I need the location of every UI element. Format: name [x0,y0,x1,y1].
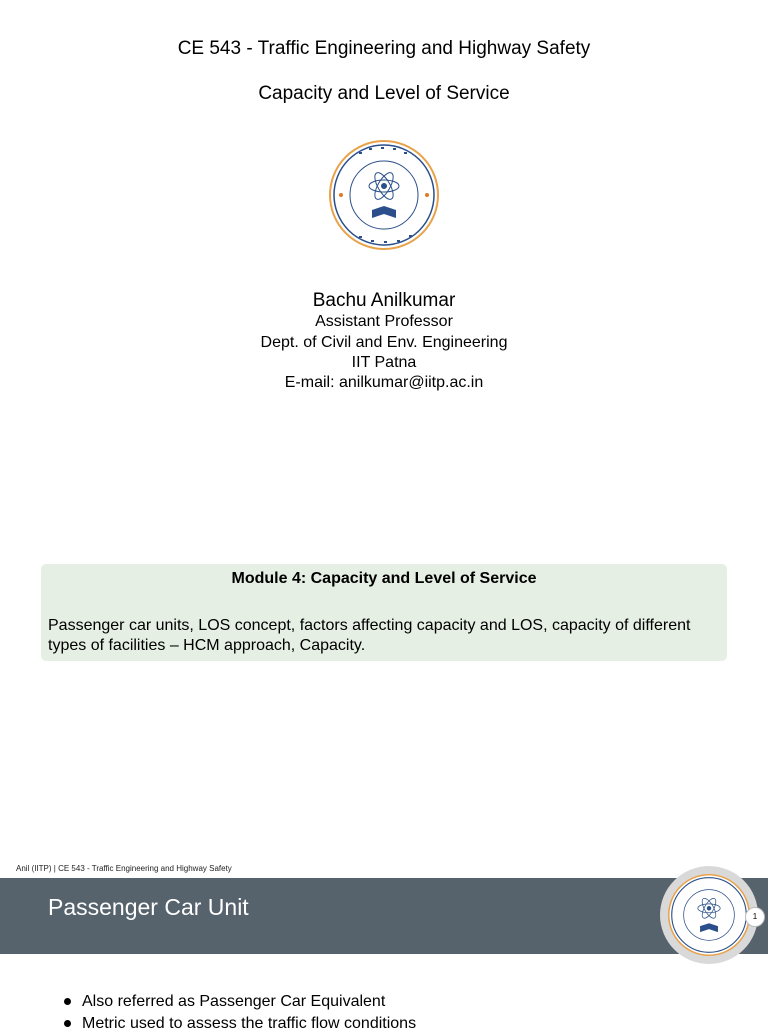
author-department: Dept. of Civil and Env. Engineering [260,334,508,351]
module-box [41,564,727,661]
page-number: 1 [745,907,765,927]
course-title: CE 543 - Traffic Engineering and Highway Safety [177,38,591,59]
iit-patna-logo-small [668,874,750,956]
list-item: Metric used to assess the traffic flow conditions [64,1013,416,1035]
author-email[interactable]: E-mail: anilkumar@iitp.ac.in [284,374,484,391]
slide-title: Passenger Car Unit [48,894,249,920]
iit-patna-logo [329,140,439,250]
module-title: Module 4: Capacity and Level of Service [231,570,537,587]
list-item: Also referred as Passenger Car Equivalent [64,991,416,1013]
author-institute: IIT Patna [351,354,417,371]
lecture-subtitle: Capacity and Level of Service [258,83,510,104]
module-description: Passenger car units, LOS concept, factors affecting capacity and LOS, capacity of different types of facilities – HCM approach, Capacity. [48,617,691,654]
author-name: Bachu Anilkumar [312,290,456,311]
bullet-list [64,991,416,1035]
bullet-icon [64,998,71,1005]
slide-footer: Anil (IITP) | CE 543 - Traffic Engineering and Highway Safety [16,864,232,873]
author-role: Assistant Professor [315,313,453,330]
